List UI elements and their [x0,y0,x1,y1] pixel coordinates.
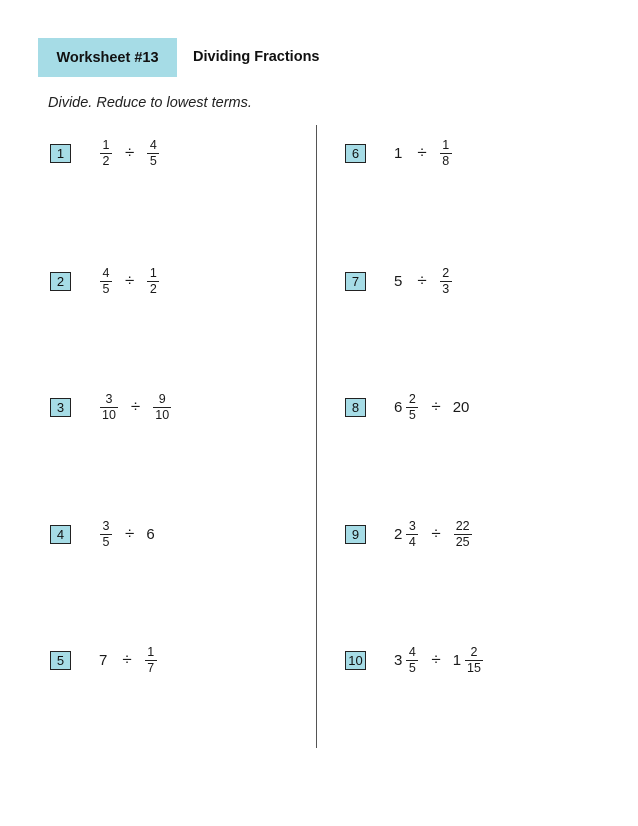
fraction [100,393,118,422]
operand [453,399,473,416]
numerator: 22 [455,518,470,533]
whole-number: 20 [452,398,470,416]
instructions: Divide. Reduce to lowest terms. [48,95,252,111]
fraction [465,646,483,675]
denominator: 25 [455,534,470,549]
operand [146,139,160,168]
expression [394,520,473,549]
whole-number: 1 [452,651,462,669]
problem-number: 4 [50,525,71,544]
denominator: 5 [102,534,110,549]
problem-3 [50,387,172,427]
problem-4 [50,514,158,554]
numerator: 9 [158,391,166,406]
whole-number: 3 [394,651,403,669]
divide-sign: ÷ [130,397,141,416]
numerator: 2 [442,265,450,280]
problem-5 [50,640,158,680]
divide-sign: ÷ [125,271,135,290]
denominator: 15 [467,660,481,675]
fraction [100,267,112,296]
denominator: 2 [102,153,110,168]
divide-sign: ÷ [417,271,427,290]
problem-number: 7 [345,272,366,291]
denominator: 8 [442,153,450,168]
worksheet-badge: Worksheet #13 [38,38,177,77]
expression [394,646,484,675]
divide-sign: ÷ [122,650,132,669]
operand [453,646,484,675]
fraction [100,139,112,168]
fraction [147,267,159,296]
numerator: 2 [470,644,478,659]
denominator: 10 [102,407,116,422]
column-divider [316,125,317,748]
operand [439,139,453,168]
whole-number: 5 [394,272,403,290]
operand [99,520,113,549]
operand [439,267,453,296]
problem-1 [50,133,160,173]
divide-sign: ÷ [431,397,441,416]
expression [99,646,158,675]
divide-sign: ÷ [431,524,441,543]
denominator: 5 [149,153,157,168]
problem-number: 10 [345,651,366,670]
numerator: 3 [408,518,416,533]
problem-7 [345,261,453,301]
divide-sign: ÷ [431,650,441,669]
operand [99,393,119,422]
fraction [406,520,418,549]
whole-number: 1 [394,144,403,162]
denominator: 3 [442,281,450,296]
whole-number: 7 [99,651,108,669]
numerator: 1 [149,265,157,280]
denominator: 5 [408,660,416,675]
whole-number: 6 [394,398,403,416]
worksheet-title: Dividing Fractions [193,49,320,65]
fraction [153,393,171,422]
operand [146,526,157,543]
problem-8 [345,387,472,427]
fraction [440,267,452,296]
denominator: 5 [408,407,416,422]
denominator: 10 [155,407,170,422]
expression [394,393,472,422]
denominator: 4 [408,534,416,549]
fraction [454,520,472,549]
expression [99,520,158,549]
denominator: 2 [149,281,157,296]
operand [152,393,172,422]
operand [144,646,158,675]
numerator: 4 [149,137,157,152]
operand [99,652,110,669]
operand [453,520,473,549]
whole-number: 6 [146,525,155,543]
divide-sign: ÷ [125,143,135,162]
fraction [440,139,452,168]
numerator: 4 [408,644,416,659]
problem-6 [345,133,453,173]
expression [394,267,453,296]
numerator: 2 [408,391,416,406]
operand [394,646,419,675]
operand [99,139,113,168]
operand [394,145,405,162]
fraction [100,520,112,549]
numerator: 3 [105,391,113,406]
expression [99,139,160,168]
problem-9 [345,514,473,554]
numerator: 1 [102,137,110,152]
divide-sign: ÷ [417,143,427,162]
numerator: 3 [102,518,110,533]
fraction [406,393,418,422]
fraction [406,646,418,675]
problem-number: 2 [50,272,71,291]
numerator: 1 [147,644,155,659]
problem-number: 3 [50,398,71,417]
operand [146,267,160,296]
numerator: 1 [442,137,450,152]
expression [99,393,172,422]
operand [394,273,405,290]
problem-2 [50,261,160,301]
divide-sign: ÷ [125,524,135,543]
operand [99,267,113,296]
problem-number: 1 [50,144,71,163]
operand [394,393,419,422]
whole-number: 2 [394,525,403,543]
problem-number: 8 [345,398,366,417]
denominator: 7 [147,660,155,675]
fraction [147,139,159,168]
problem-10 [345,640,484,680]
problem-number: 9 [345,525,366,544]
denominator: 5 [102,281,110,296]
numerator: 4 [102,265,110,280]
problem-number: 5 [50,651,71,670]
expression [99,267,160,296]
problem-number: 6 [345,144,366,163]
expression [394,139,453,168]
fraction [145,646,157,675]
operand [394,520,419,549]
